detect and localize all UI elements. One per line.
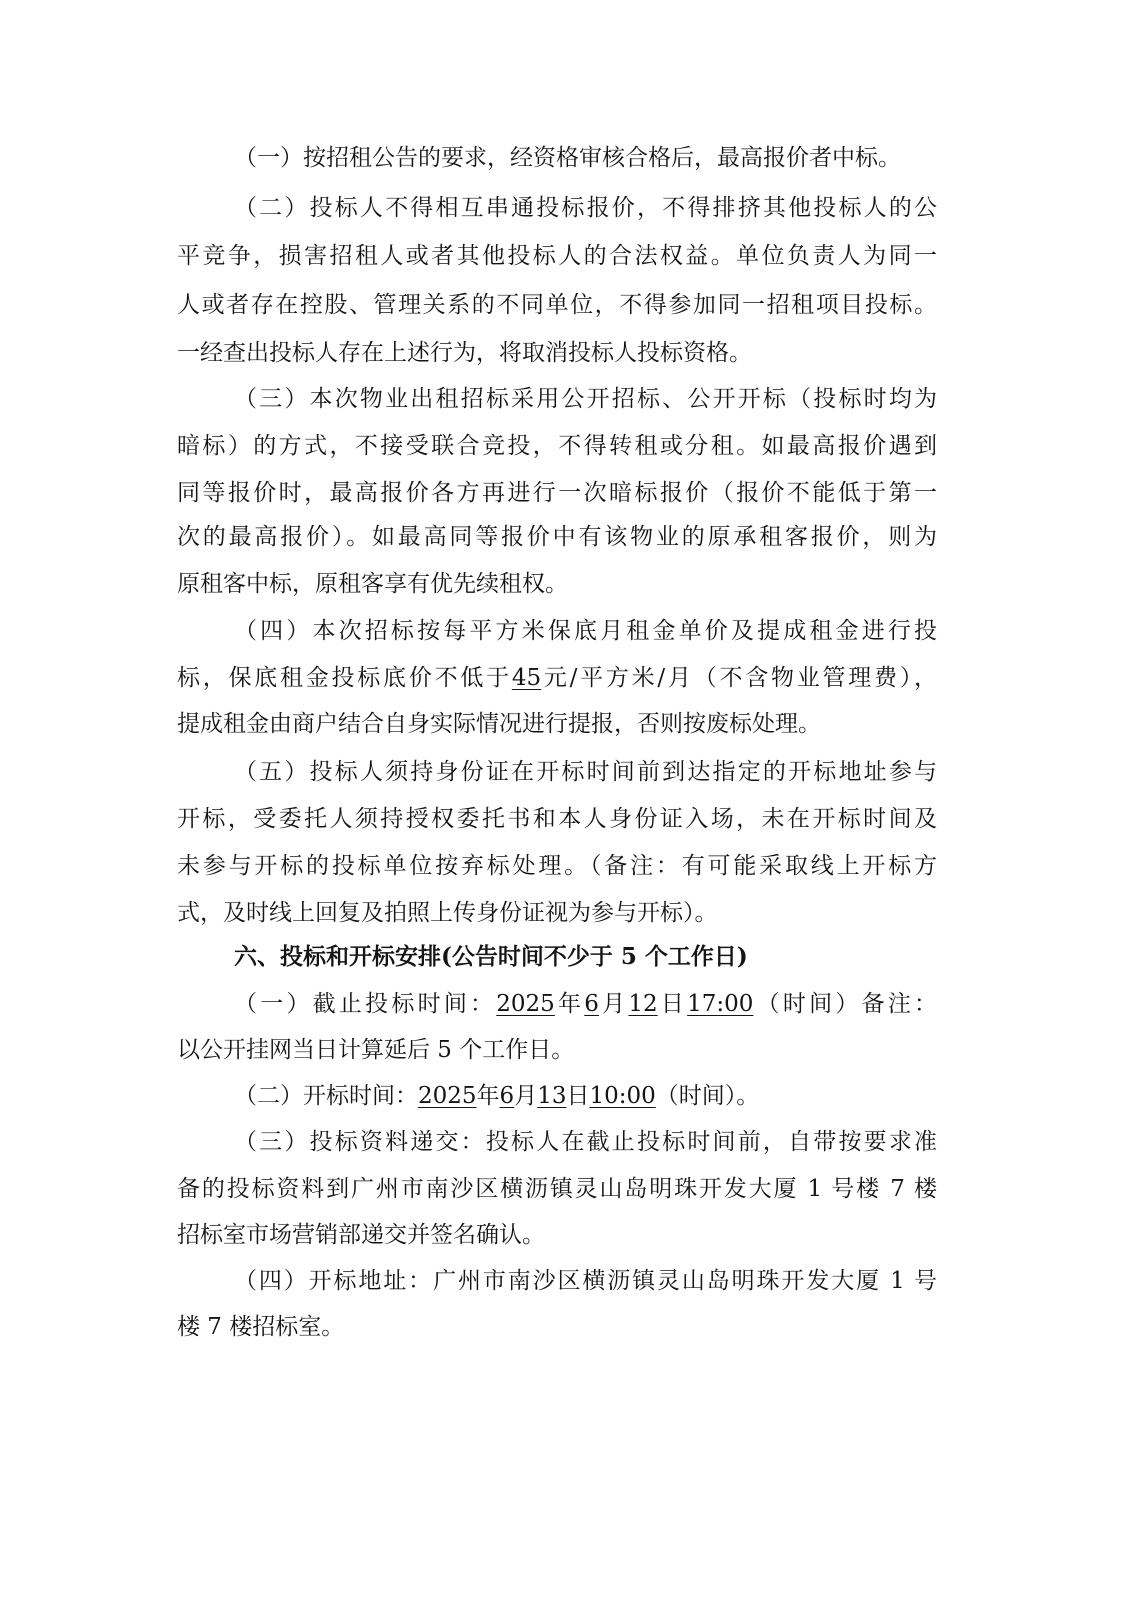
clause-4-line-2 — [177, 662, 937, 694]
deadline-year-unit: 年 — [554, 991, 585, 1017]
clause-5-line-4: 式，及时线上回复及拍照上传身份证视为参与开标）。 — [177, 900, 718, 926]
opening-year-unit: 年 — [476, 1083, 500, 1109]
clause-3-line-2: 暗标）的方式，不接受联合竞投，不得转租或分租。如最高报价遇到 — [177, 433, 937, 459]
clause-5-line-1: （五）投标人须持身份证在开标时间前到达指定的开标地址参与 — [234, 759, 937, 785]
deadline-month: 6 — [584, 991, 599, 1017]
clause-5-line-3: 未参与开标的投标单位按弃标处理。（备注：有可能采取线上开标方 — [177, 853, 937, 879]
clause-3-line-5: 原租客中标，原租客享有优先续租权。 — [177, 571, 568, 597]
clause-4-line-1: （四）本次招标按每平方米保底月租金单价及提成租金进行投 — [234, 618, 937, 644]
deadline-month-unit: 月 — [598, 991, 629, 1017]
opening-month: 6 — [499, 1083, 515, 1109]
submit-line-3: 招标室市场营销部递交并签名确认。 — [177, 1222, 545, 1248]
deadline-day-unit: 日 — [657, 991, 688, 1017]
deadline-label: （一）截止投标时间： — [234, 991, 497, 1017]
deadline-year: 2025 — [496, 991, 555, 1017]
opening-label: （二）开标时间： — [234, 1083, 418, 1109]
deadline-tail: （时间）备注： — [753, 991, 938, 1017]
opening-day: 13 — [537, 1083, 567, 1109]
section-6-heading: 六、投标和开标安排(公告时间不少于 5 个工作日) — [234, 943, 748, 970]
address-line-1: （四）开标地址：广州市南沙区横沥镇灵山岛明珠开发大厦 1 号 — [234, 1268, 937, 1294]
deadline-line-1 — [234, 988, 937, 1020]
base-price-value: 45 — [511, 665, 542, 691]
deadline-day: 12 — [628, 991, 658, 1017]
deadline-line-2: 以公开挂网当日计算延后 5 个工作日。 — [177, 1037, 575, 1063]
clause-2-line-1: （二）投标人不得相互串通投标报价，不得排挤其他投标人的公 — [234, 195, 937, 221]
clause-3-line-4: 次的最高报价）。如最高同等报价中有该物业的原承租客报价，则为 — [177, 524, 937, 550]
clause-4-text-b: 元/平方米/月（不含物业管理费）， — [541, 665, 938, 691]
opening-year: 2025 — [418, 1083, 477, 1109]
clause-5-line-2: 开标，受委托人须持授权委托书和本人身份证入场，未在开标时间及 — [177, 806, 937, 832]
clause-4-text-a: 标，保底租金投标底价不低于 — [177, 665, 512, 691]
clause-2-line-4: 一经查出投标人存在上述行为，将取消投标人投标资格。 — [177, 340, 752, 366]
clause-3-line-1: （三）本次物业出租招标采用公开招标、公开开标（投标时均为 — [234, 386, 937, 412]
clause-3-line-3: 同等报价时，最高报价各方再进行一次暗标报价（报价不能低于第一 — [177, 480, 937, 506]
opening-line — [234, 1080, 937, 1112]
submit-line-1: （三）投标资料递交：投标人在截止投标时间前，自带按要求准 — [234, 1129, 937, 1155]
address-line-2: 楼 7 楼招标室。 — [177, 1314, 345, 1340]
clause-2-line-2: 平竞争，损害招租人或者其他投标人的合法权益。单位负责人为同一 — [177, 243, 937, 269]
opening-time: 10:00 — [589, 1083, 656, 1109]
deadline-time: 17:00 — [687, 991, 754, 1017]
opening-month-unit: 月 — [514, 1083, 538, 1109]
submit-line-2: 备的投标资料到广州市南沙区横沥镇灵山岛明珠开发大厦 1 号楼 7 楼 — [177, 1176, 937, 1202]
clause-2-line-3: 人或者存在控股、管理关系的不同单位，不得参加同一招租项目投标。 — [177, 292, 937, 318]
opening-tail: （时间）。 — [655, 1083, 760, 1109]
clause-4-line-3: 提成租金由商户结合自身实际情况进行提报，否则按废标处理。 — [177, 711, 821, 737]
clause-1-line-1: （一）按招租公告的要求，经资格审核合格后，最高报价者中标。 — [234, 145, 901, 171]
opening-day-unit: 日 — [566, 1083, 590, 1109]
